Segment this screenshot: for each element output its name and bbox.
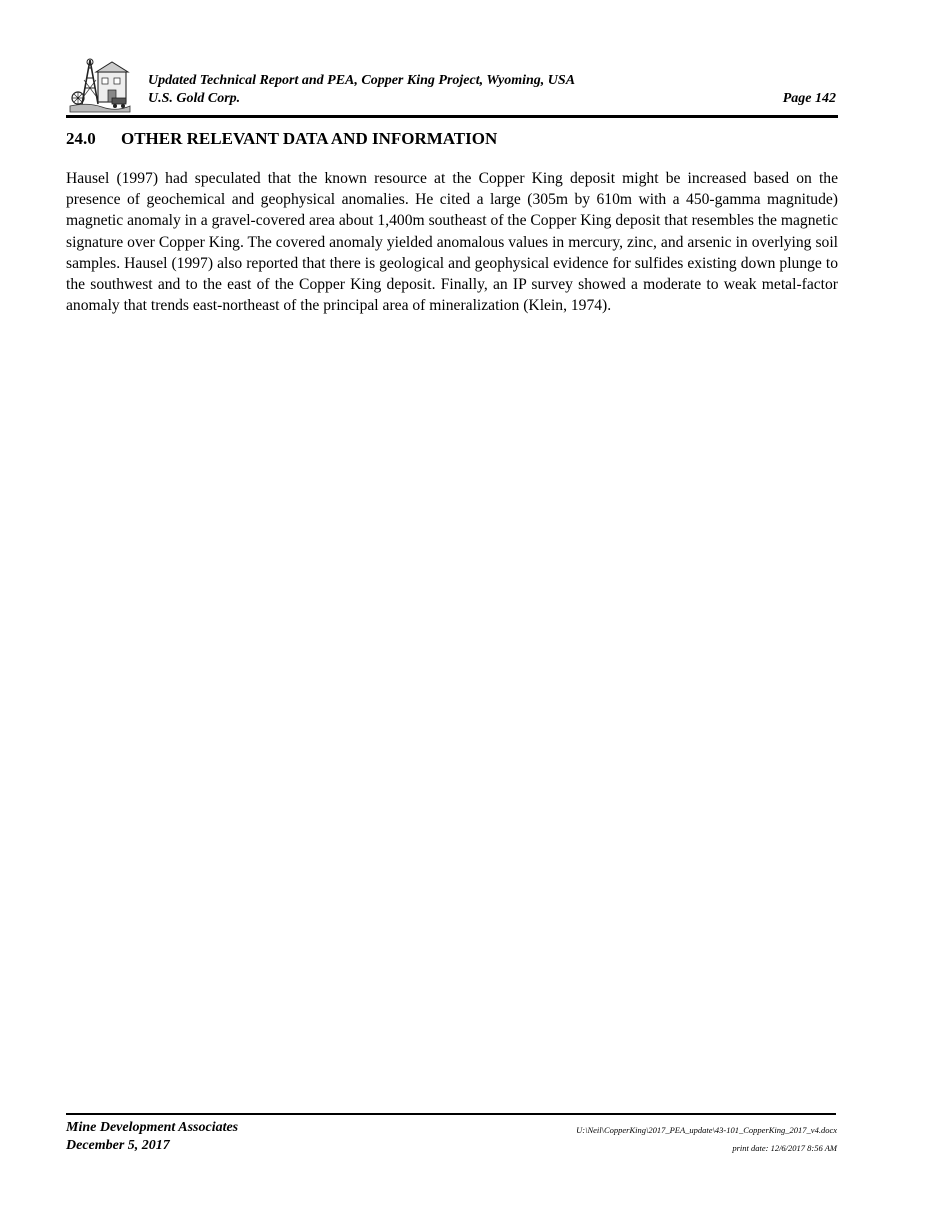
header-divider (66, 115, 838, 118)
footer-print-date: print date: 12/6/2017 8:56 AM (732, 1143, 837, 1153)
section-title: OTHER RELEVANT DATA AND INFORMATION (121, 129, 498, 148)
footer-date: December 5, 2017 (66, 1138, 170, 1153)
section-heading (66, 129, 497, 149)
footer-company: Mine Development Associates (66, 1120, 239, 1135)
page-number: Page 142 (782, 91, 836, 106)
page-header (66, 52, 838, 118)
report-title: Updated Technical Report and PEA, Copper King Project, Wyoming, USA (148, 73, 576, 88)
footer-file-path: U:\Neil\CopperKing\2017_PEA_update\43-101_CopperKing_2017_v4.docx (576, 1125, 837, 1135)
section-number: 24.0 (66, 129, 96, 148)
mining-headframe-logo-icon (68, 54, 132, 114)
body-paragraph: Hausel (1997) had speculated that the known resource at the Copper King deposit might be increased based on the presence of geochemical and geophysical anomalies. He cited a large (305m by 610m with a 450-gamma magnitude) magnetic anomaly in a gravel-covered area about 1,400m southeast of the Copper King deposit that resembles the magnetic signature over Copper King. The covered anomaly yielded anomalous values in mercury, zinc, and arsenic in overlying soil samples. Hausel (1997) also reported that there is geological and geophysical evidence for sulfides existing down plunge to the southwest and to the east of the Copper King deposit. Finally, an IP survey showed a moderate to weak metal-factor anomaly that trends east-northeast of the principal area of mineralization (Klein, 1974). (66, 170, 838, 315)
company-name: U.S. Gold Corp. (148, 91, 241, 106)
footer-divider (66, 1113, 836, 1115)
